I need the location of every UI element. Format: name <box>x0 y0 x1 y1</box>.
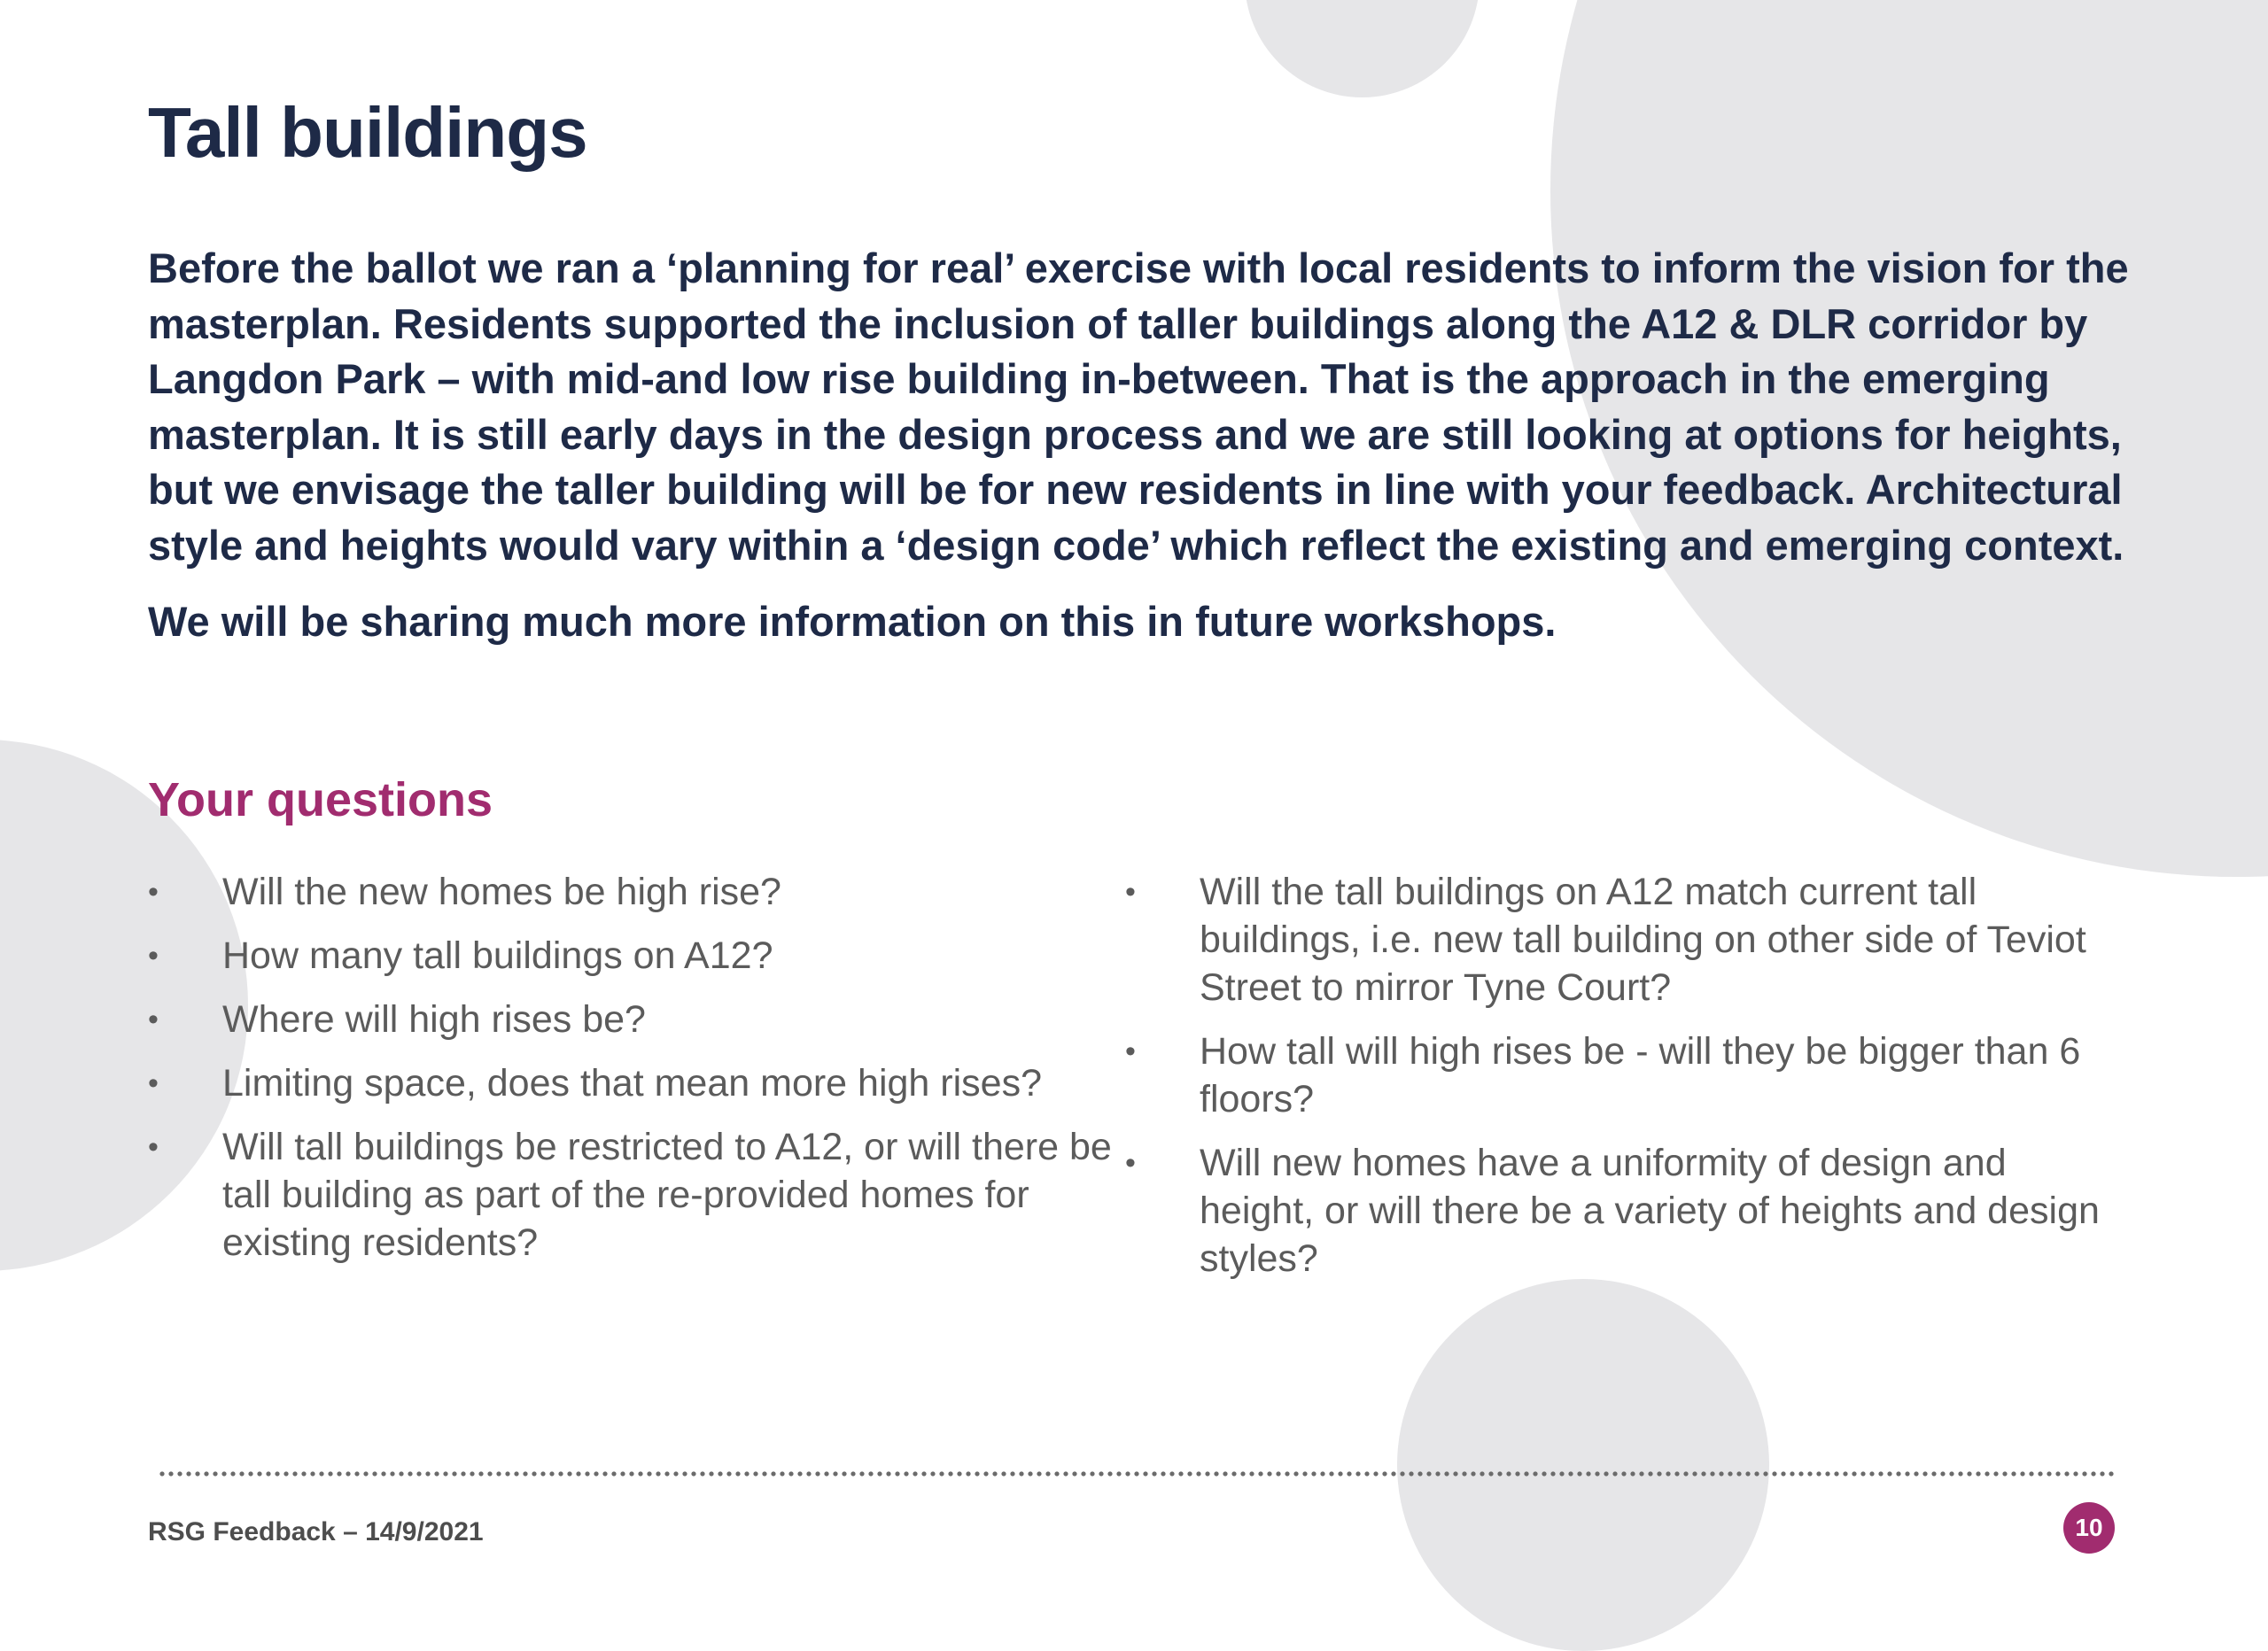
question-item: • How many tall buildings on A12? <box>148 932 1131 980</box>
dotted-divider <box>158 1470 2117 1477</box>
question-item: • Will the new homes be high rise? <box>148 868 1131 916</box>
page-title: Tall buildings <box>148 93 587 172</box>
questions-list-right <box>1125 868 2109 1298</box>
question-item: • Limiting space, does that mean more high rises? <box>148 1059 1131 1107</box>
question-item: • How tall will high rises be - will they be bigger than 6 floors? <box>1125 1027 2109 1123</box>
page-number-badge: 10 <box>2063 1502 2115 1554</box>
intro-paragraph: Before the ballot we ran a ‘planning for real’ exercise with local residents to inform the vision for the masterplan. Residents supported the inclusion of taller buildings along the A12 & DLR corridor by Langdon Park – with mid-and low rise building in-between. That is the approach in the emerging masterplan. It is still early days in the design process and we are still looking at options for heights, but we envisage the taller building will be for new residents in line with your feedback. Architectural style and heights would vary within a ‘design code’ which reflect the existing and emerging context. <box>148 244 2129 569</box>
intro-text <box>148 241 2132 650</box>
decorative-circle-top <box>1245 0 1480 97</box>
question-item: • Where will high rises be? <box>148 996 1131 1043</box>
questions-list-left <box>148 868 1131 1283</box>
decorative-circle-bottom <box>1397 1279 1769 1651</box>
intro-paragraph: We will be sharing much more information on this in future workshops. <box>148 598 1557 645</box>
footer-text: RSG Feedback – 14/9/2021 <box>148 1517 484 1546</box>
question-item: • Will the tall buildings on A12 match current tall buildings, i.e. new tall building on other side of Teviot Street to mirror Tyne Court? <box>1125 868 2109 1012</box>
question-item: • Will tall buildings be restricted to A12, or will there be tall building as part of the re-provided homes for existing residents? <box>148 1123 1131 1267</box>
questions-heading: Your questions <box>148 773 493 826</box>
question-item: • Will new homes have a uniformity of design and height, or will there be a variety of heights and design styles? <box>1125 1139 2109 1283</box>
